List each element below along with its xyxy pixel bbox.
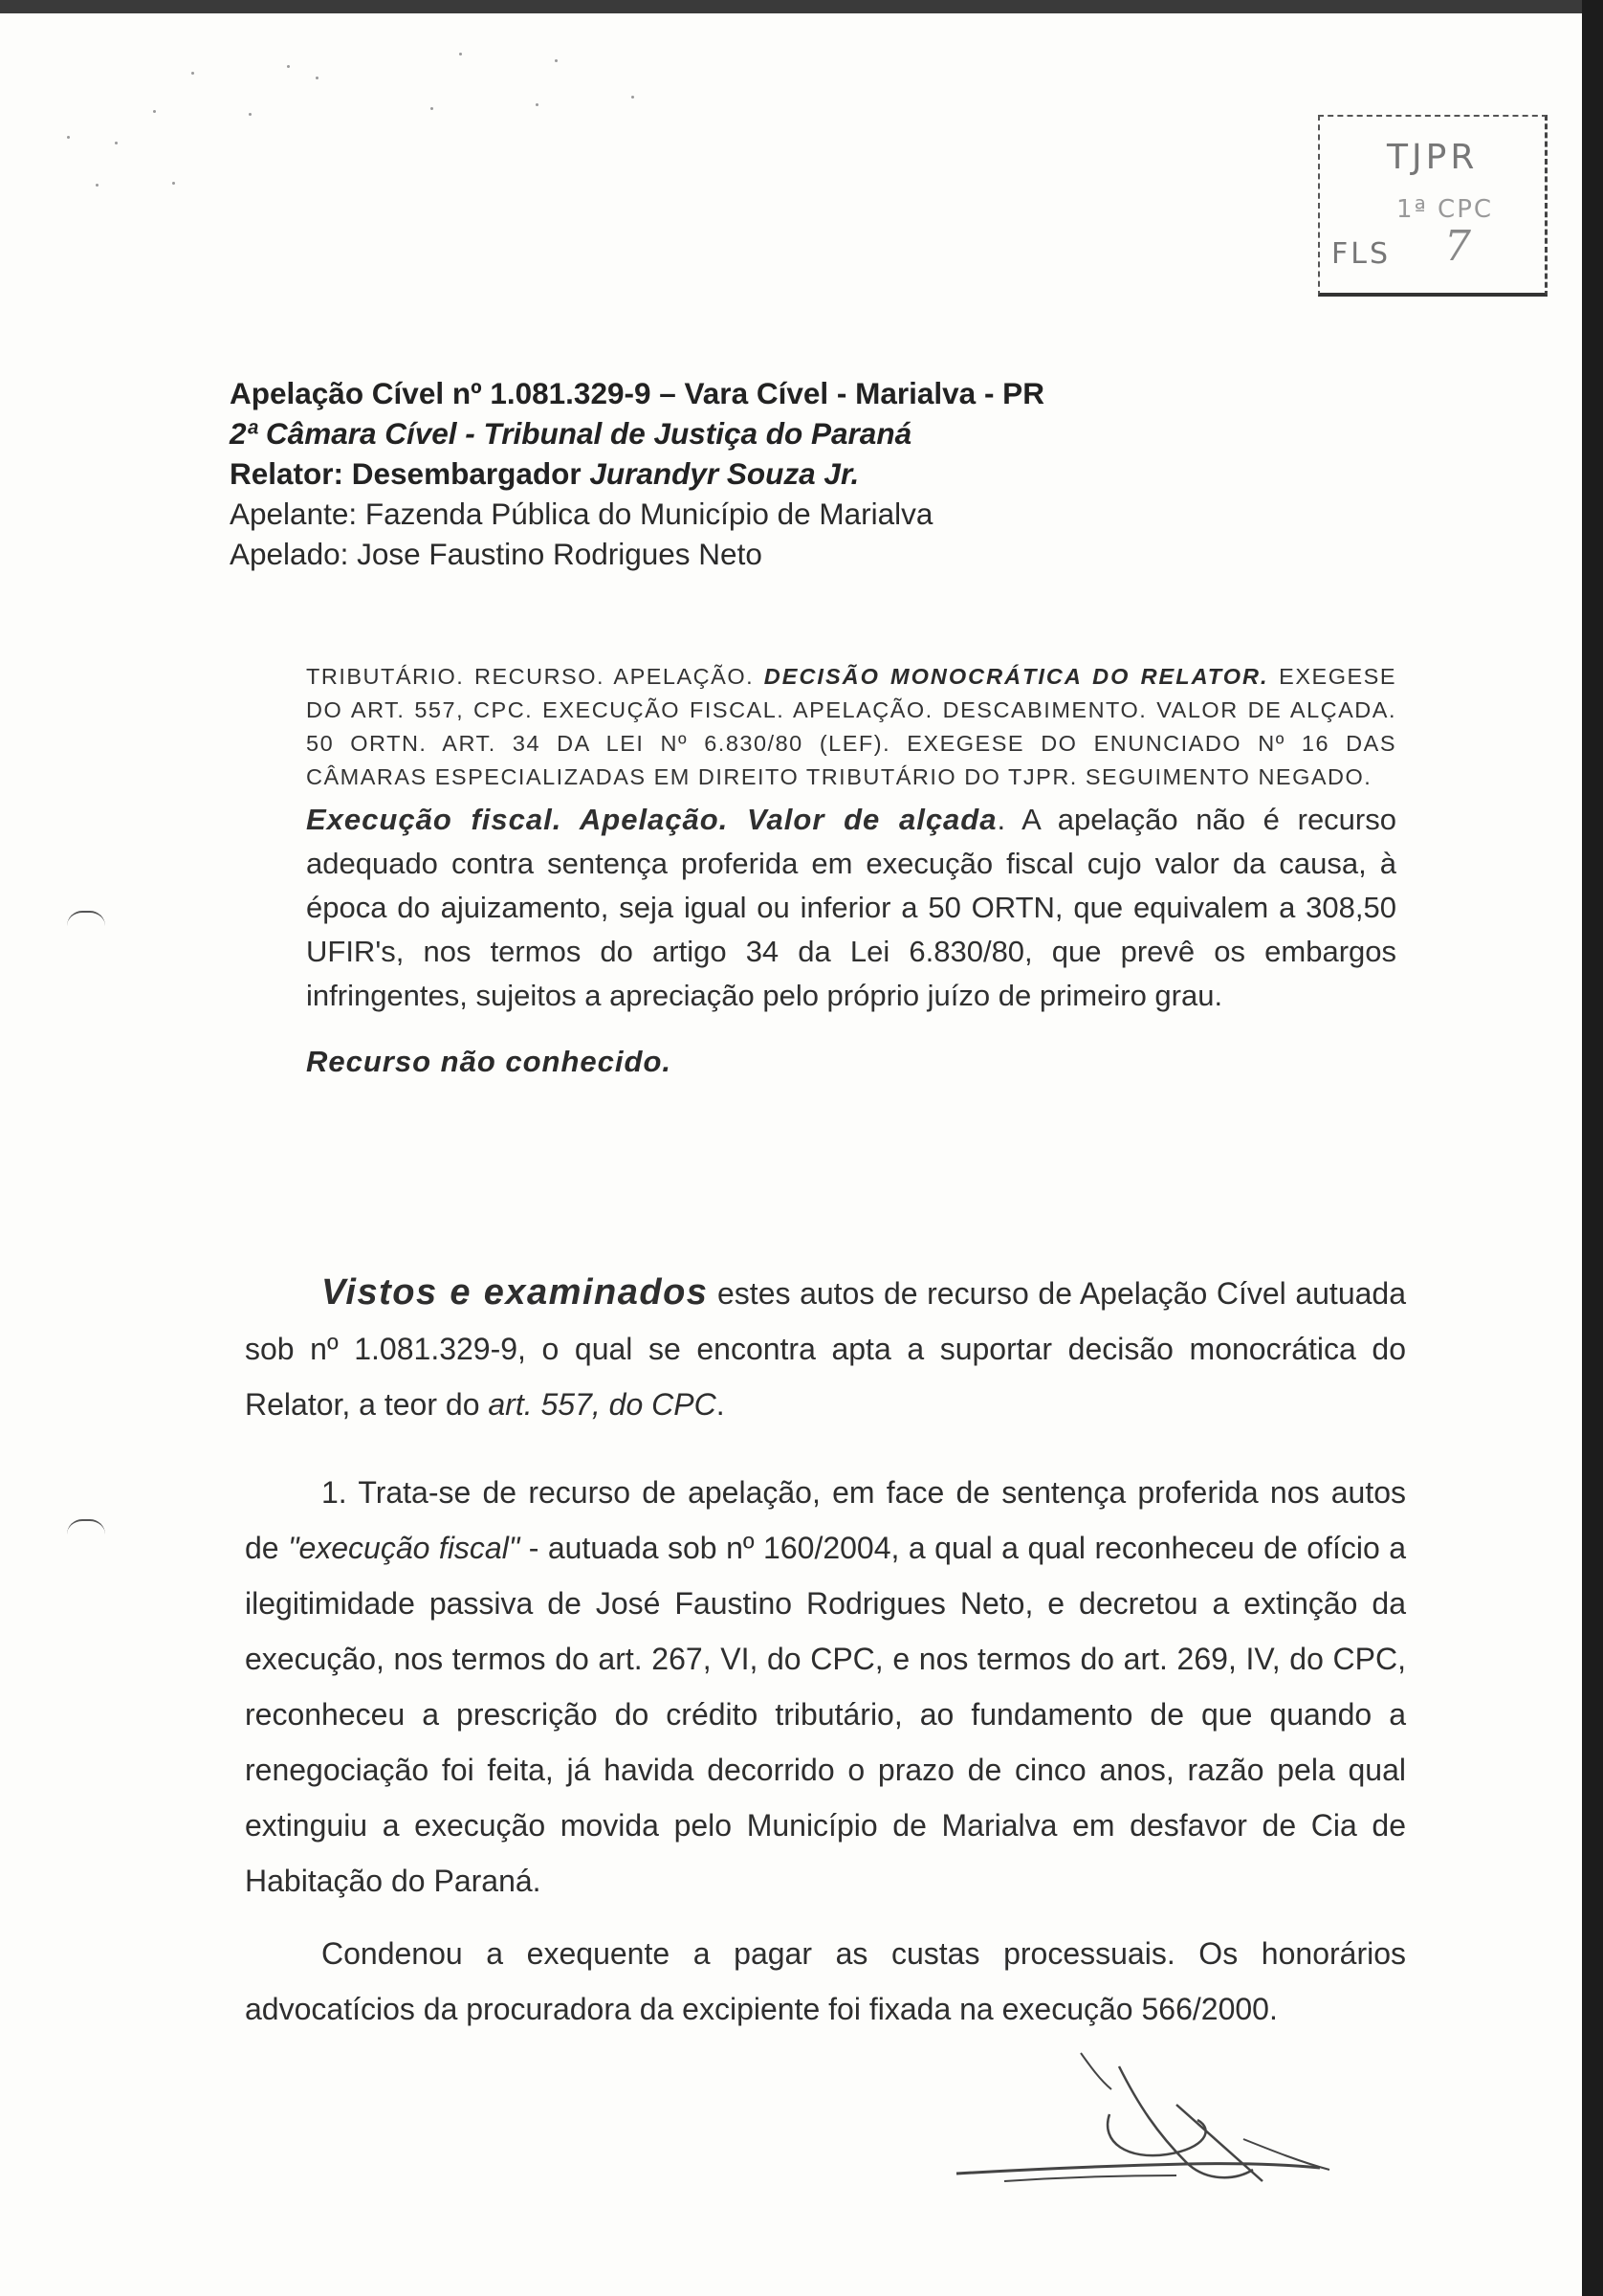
scan-speck — [631, 96, 634, 99]
ementa-keywords-emphasis: DECISÃO MONOCRÁTICA DO RELATOR. — [763, 664, 1269, 689]
case-number: Apelação Cível nº 1.081.329-9 – Vara Cível - Marialva - PR — [230, 376, 1044, 410]
decision-paragraph-2: Condenou a exequente a pagar as custas processuais. Os honorários advocatícios da procuradora da excipiente foi fixada na execução 566/2000. — [245, 1936, 1406, 2026]
case-header — [230, 373, 1377, 574]
ementa-paragraph-emphasis: Execução fiscal. Apelação. Valor de alçada — [306, 803, 998, 836]
scan-speck — [459, 53, 462, 55]
scan-speck — [172, 182, 175, 185]
scan-speck — [96, 184, 99, 187]
ementa-paragraph-text: . A apelação não é recurso adequado contra sentença proferida em execução fiscal cujo valor da causa, à época do ajuizamento, seja igual ou inferior a 50 ORTN, que equivalem a 308,50 UFIR's, nos termos do artigo 34 da Lei 6.830/80, que prevê os embargos infringentes, sujeitos a apreciação pelo próprio juízo de primeiro grau. — [306, 803, 1396, 1012]
rapporteur — [230, 453, 1377, 494]
ementa-keywords-lead: TRIBUTÁRIO. RECURSO. APELAÇÃO. — [306, 664, 764, 689]
ementa-summary — [306, 660, 1396, 1079]
intro-legal-reference: art. 557, do CPC — [488, 1387, 716, 1422]
scan-speck — [115, 142, 118, 144]
scan-speck — [536, 103, 538, 106]
scan-speck — [191, 72, 194, 75]
scan-speck — [555, 59, 558, 62]
scan-right-edge — [1582, 0, 1603, 2296]
scan-speck — [287, 65, 290, 68]
scan-speck — [430, 107, 433, 110]
ementa-result: Recurso não conhecido. — [306, 1045, 672, 1078]
scan-speck — [316, 77, 318, 79]
handwritten-signature — [947, 2047, 1349, 2200]
ementa-keywords-rest: EXEGESE DO ART. 557, CPC. EXECUÇÃO FISCAL. APELAÇÃO. DESCABIMENTO. VALOR DE ALÇADA. 50 ORTN. ART. 34 DA LEI Nº 6.830/80 (LEF). EXEGESE DO ENUNCIADO Nº 16 DAS CÂMARAS ESPECIALIZADAS EM DIREITO TRIBUTÁRIO DO TJPR. SEGUIMENTO NEGADO. — [306, 664, 1397, 789]
rapporteur-title: Relator: Desembargador — [230, 456, 590, 491]
vistos-heading: Vistos e examinados — [321, 1272, 709, 1313]
stamp-page-number: 7 — [1444, 222, 1471, 271]
court-page-stamp — [1318, 115, 1548, 297]
stamp-label: FLS — [1331, 237, 1392, 271]
stamp-court: TJPR — [1387, 138, 1479, 177]
decision-body — [245, 1265, 1406, 2037]
scan-top-edge — [0, 0, 1603, 13]
decision-paragraph-1 — [245, 1465, 1406, 1909]
rapporteur-name: Jurandyr Souza Jr. — [589, 456, 860, 491]
decision-paragraph-intro — [245, 1265, 1406, 1432]
paragraph-1-start: 1. Trata-se de recurso de apelação, em face de sentença proferida nos autos de — [245, 1475, 1406, 1565]
stamp-chamber: 1ª CPC — [1396, 195, 1494, 224]
margin-hole-mark — [67, 911, 105, 926]
ementa-paragraph — [306, 798, 1396, 1018]
appellee: Apelado: Jose Faustino Rodrigues Neto — [230, 537, 762, 571]
margin-hole-mark — [67, 1519, 105, 1534]
court-chamber: 2ª Câmara Cível - Tribunal de Justiça do Paraná — [230, 416, 912, 451]
scan-speck — [67, 136, 70, 139]
scan-speck — [153, 110, 156, 113]
intro-text: estes autos de recurso de Apelação Cível autuada sob nº 1.081.329-9, o qual se encontra apta a suportar decisão monocrática do Relator, a teor do — [245, 1276, 1407, 1422]
ementa-keywords — [306, 660, 1396, 794]
scan-speck — [249, 113, 252, 116]
paragraph-1-rest: - autuada sob nº 160/2004, a qual a qual reconheceu de ofício a ilegitimidade passiva de José Faustino Rodrigues Neto, e decretou a extinção da execução, nos termos do art. 267, VI, do CPC, e nos termos do art. 269, IV, do CPC, reconheceu a prescrição do crédito tributário, ao fundamento de que quando a renegociação foi feita, já havida decorrido o prazo de cinco anos, razão pela qual extinguiu a execução movida pelo Município de Marialva em desfavor de Cia de Habitação do Paraná. — [245, 1531, 1407, 1898]
paragraph-1-italic: "execução fiscal" — [288, 1531, 520, 1565]
appellant: Apelante: Fazenda Pública do Município de Marialva — [230, 497, 933, 531]
intro-end: . — [715, 1387, 725, 1422]
